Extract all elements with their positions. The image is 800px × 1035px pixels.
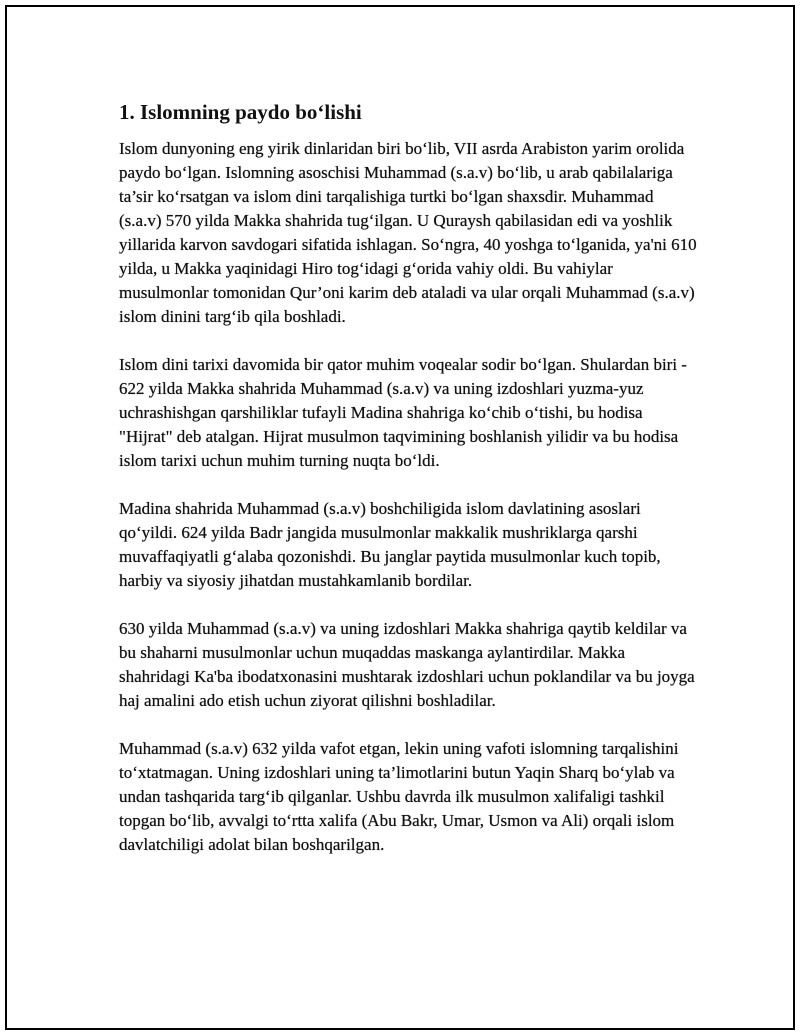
paragraph-4: 630 yilda Muhammad (s.a.v) va uning izdoshlari Makka shahriga qaytib keldilar va bu shaharni musulmonlar uchun muqaddas maskanga aylantirdilar. Makka shahridagi Ka'ba ibodatxonasini mushtarak izdoshlari uchun poklandilar va bu joyga haj amalini ado etish uchun ziyorat qilishni boshladilar. <box>119 619 695 710</box>
paragraph-5: Muhammad (s.a.v) 632 yilda vafot etgan, lekin uning vafoti islomning tarqalishini to‘xtatmagan. Uning izdoshlari uning ta’limotlarini butun Yaqin Sharq bo‘ylab va undan tashqarida targ‘ib qilganlar. Ushbu davrda ilk musulmon xalifaligi tashkil topgan bo‘lib, avvalgi to‘rtta xalifa (Abu Bakr, Umar, Usmon va Ali) orqali islom davlatchiligi adolat bilan boshqarilgan. <box>119 739 679 854</box>
paragraph-2: Islom dini tarixi davomida bir qator muhim voqealar sodir bo‘lgan. Shulardan biri - 622 yilda Makka shahrida Muhammad (s.a.v) va uning izdoshlari yuzma-yuz uchrashishgan qarshiliklar tufayli Madina shahriga ko‘chib o‘tishi, bu hodisa "Hijrat" deb atalgan. Hijrat musulmon taqvimining boshlanish yilidir va bu hodisa islom tarixi uchun muhim turning nuqta bo‘ldi. <box>119 355 687 470</box>
document-content <box>119 99 699 881</box>
paragraph-3: Madina shahrida Muhammad (s.a.v) boshchiligida islom davlatining asoslari qo‘yildi. 624 yilda Badr jangida musulmonlar makkalik mushriklarga qarshi muvaffaqiyatli g‘alaba qozonishdi. Bu janglar paytida musulmonlar kuch topib, harbiy va siyosiy jihatdan mustahkamlanib bordilar. <box>119 499 661 590</box>
paragraph-1: Islom dunyoning eng yirik dinlaridan biri bo‘lib, VII asrda Arabiston yarim orolida paydo bo‘lgan. Islomning asoschisi Muhammad (s.a.v) bo‘lib, u arab qabilalariga ta’sir ko‘rsatgan va islom dini tarqalishiga turtki bo‘lgan shaxsdir. Muhammad (s.a.v) 570 yilda Makka shahrida tug‘ilgan. U Quraysh qabilasidan edi va yoshlik yillarida karvon savdogari sifatida ishlagan. So‘ngra, 40 yoshga to‘lganida, ya'ni 610 yilda, u Makka yaqinidagi Hiro tog‘idagi g‘orida vahiy oldi. Bu vahiylar musulmonlar tomonidan Qur’oni karim deb ataladi va ular orqali Muhammad (s.a.v) islom dinini targ‘ib qila boshladi. <box>119 139 697 326</box>
section-heading: 1. Islomning paydo bo‘lishi <box>119 100 362 124</box>
document-page <box>5 5 795 1030</box>
